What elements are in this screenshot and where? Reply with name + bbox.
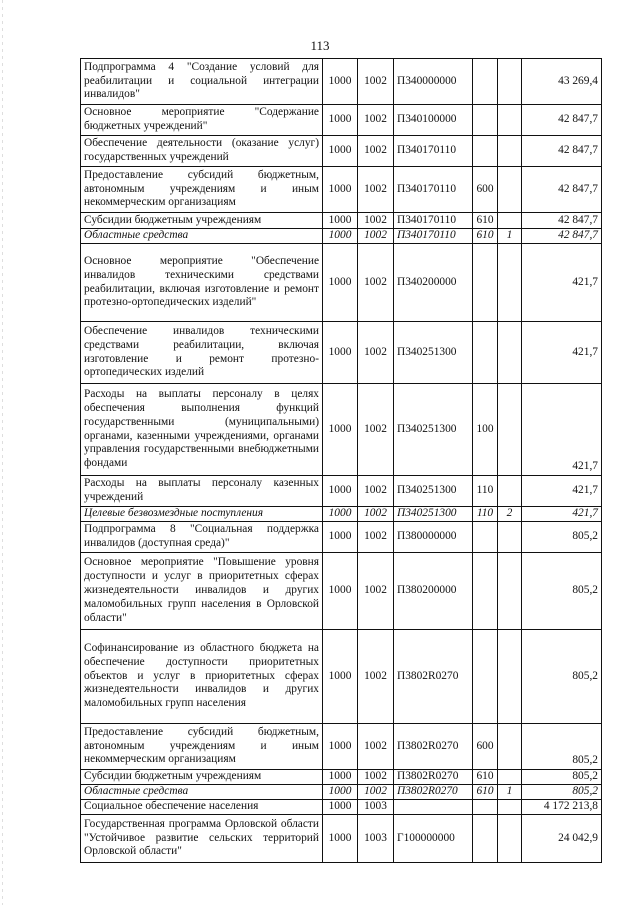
table-row xyxy=(81,815,602,863)
row-expense-type: 110 xyxy=(473,476,498,507)
row-expense-type xyxy=(473,630,498,724)
row-expense-type xyxy=(473,800,498,815)
row-subsection-code: 1002 xyxy=(358,476,394,507)
row-name: Предоставление субсидий бюджетным, автономным учреждениям и иным некоммерческим организациям xyxy=(81,167,323,213)
row-expense-type: 600 xyxy=(473,167,498,213)
row-target-article: П3802R0270 xyxy=(394,630,473,724)
table-row xyxy=(81,384,602,476)
row-name: Обеспечение деятельности (оказание услуг) государственных учреждений xyxy=(81,136,323,167)
row-subsection-code: 1002 xyxy=(358,630,394,724)
table-row xyxy=(81,136,602,167)
row-subsection-code: 1003 xyxy=(358,800,394,815)
row-name: Субсидии бюджетным учреждениям xyxy=(81,213,323,229)
row-section-code: 1000 xyxy=(323,105,358,136)
row-section-code: 1000 xyxy=(323,507,358,522)
table-row xyxy=(81,724,602,770)
row-section-code: 1000 xyxy=(323,213,358,229)
row-funding-source xyxy=(498,136,522,167)
row-subsection-code: 1002 xyxy=(358,553,394,630)
row-subsection-code: 1002 xyxy=(358,59,394,105)
row-name: Основное мероприятие "Содержание бюджетных учреждений" xyxy=(81,105,323,136)
row-name: Основное мероприятие "Обеспечение инвалидов техническими средствами реабилитации, включая изготовление и ремонт протезно-ортопедических изделий" xyxy=(81,244,323,322)
row-funding-source xyxy=(498,522,522,553)
table-row xyxy=(81,167,602,213)
row-section-code: 1000 xyxy=(323,785,358,800)
table-body xyxy=(81,59,602,863)
row-funding-source xyxy=(498,553,522,630)
row-target-article: П3802R0270 xyxy=(394,785,473,800)
row-subsection-code: 1002 xyxy=(358,522,394,553)
row-expense-type: 610 xyxy=(473,785,498,800)
table-row xyxy=(81,229,602,244)
row-funding-source: 1 xyxy=(498,229,522,244)
row-funding-source xyxy=(498,800,522,815)
row-target-article: П340170110 xyxy=(394,136,473,167)
row-subsection-code: 1002 xyxy=(358,785,394,800)
table-row xyxy=(81,59,602,105)
row-section-code: 1000 xyxy=(323,724,358,770)
row-expense-type xyxy=(473,105,498,136)
row-section-code: 1000 xyxy=(323,476,358,507)
row-name: Предоставление субсидий бюджетным, автономным учреждениям и иным некоммерческим организациям xyxy=(81,724,323,770)
row-expense-type: 100 xyxy=(473,384,498,476)
row-amount: 42 847,7 xyxy=(522,136,602,167)
table-row xyxy=(81,553,602,630)
row-funding-source xyxy=(498,167,522,213)
scan-edge-artifact xyxy=(2,0,3,905)
row-amount: 42 847,7 xyxy=(522,213,602,229)
row-amount: 805,2 xyxy=(522,770,602,785)
table-row xyxy=(81,322,602,384)
row-amount: 805,2 xyxy=(522,785,602,800)
row-target-article: П340251300 xyxy=(394,507,473,522)
row-expense-type: 610 xyxy=(473,229,498,244)
row-section-code: 1000 xyxy=(323,229,358,244)
row-name: Целевые безвозмездные поступления xyxy=(81,507,323,522)
row-expense-type xyxy=(473,553,498,630)
table-row xyxy=(81,800,602,815)
row-name: Государственная программа Орловской области "Устойчивое развитие сельских территорий Орловской области" xyxy=(81,815,323,863)
row-amount: 805,2 xyxy=(522,553,602,630)
row-target-article: П340170110 xyxy=(394,229,473,244)
row-target-article: Г100000000 xyxy=(394,815,473,863)
row-amount: 421,7 xyxy=(522,244,602,322)
row-funding-source xyxy=(498,815,522,863)
row-target-article: П340100000 xyxy=(394,105,473,136)
row-subsection-code: 1002 xyxy=(358,229,394,244)
row-section-code: 1000 xyxy=(323,815,358,863)
row-subsection-code: 1002 xyxy=(358,213,394,229)
row-subsection-code: 1002 xyxy=(358,507,394,522)
row-amount: 4 172 213,8 xyxy=(522,800,602,815)
row-expense-type xyxy=(473,815,498,863)
row-subsection-code: 1003 xyxy=(358,815,394,863)
row-name: Подпрограмма 4 "Создание условий для реабилитации и социальной интеграции инвалидов" xyxy=(81,59,323,105)
row-name: Расходы на выплаты персоналу в целях обеспечения выполнения функций государственными (муниципальными) органами, казенными учреждениями, органами управления государственными внебюджетными фондами xyxy=(81,384,323,476)
row-expense-type xyxy=(473,244,498,322)
row-section-code: 1000 xyxy=(323,770,358,785)
row-amount: 42 847,7 xyxy=(522,105,602,136)
table-row xyxy=(81,507,602,522)
row-section-code: 1000 xyxy=(323,553,358,630)
row-target-article: П340170110 xyxy=(394,167,473,213)
row-amount: 42 847,7 xyxy=(522,167,602,213)
row-target-article: П340200000 xyxy=(394,244,473,322)
row-amount: 805,2 xyxy=(522,724,602,770)
row-section-code: 1000 xyxy=(323,630,358,724)
row-expense-type xyxy=(473,322,498,384)
row-target-article: П340251300 xyxy=(394,476,473,507)
row-expense-type: 110 xyxy=(473,507,498,522)
table-row xyxy=(81,630,602,724)
row-amount: 421,7 xyxy=(522,322,602,384)
row-target-article: П380200000 xyxy=(394,553,473,630)
row-funding-source xyxy=(498,244,522,322)
row-amount: 43 269,4 xyxy=(522,59,602,105)
row-section-code: 1000 xyxy=(323,136,358,167)
row-expense-type xyxy=(473,59,498,105)
row-funding-source xyxy=(498,384,522,476)
row-expense-type: 610 xyxy=(473,213,498,229)
row-section-code: 1000 xyxy=(323,522,358,553)
row-name: Областные средства xyxy=(81,229,323,244)
page-number: 113 xyxy=(310,38,330,53)
row-expense-type: 610 xyxy=(473,770,498,785)
row-amount: 24 042,9 xyxy=(522,815,602,863)
row-target-article: П340170110 xyxy=(394,213,473,229)
row-subsection-code: 1002 xyxy=(358,322,394,384)
row-funding-source xyxy=(498,770,522,785)
row-target-article xyxy=(394,800,473,815)
row-name: Подпрограмма 8 "Социальная поддержка инвалидов (доступная среда)" xyxy=(81,522,323,553)
table-row xyxy=(81,213,602,229)
row-funding-source xyxy=(498,322,522,384)
table-row xyxy=(81,770,602,785)
row-subsection-code: 1002 xyxy=(358,384,394,476)
row-funding-source xyxy=(498,105,522,136)
row-section-code: 1000 xyxy=(323,800,358,815)
row-name: Субсидии бюджетным учреждениям xyxy=(81,770,323,785)
row-section-code: 1000 xyxy=(323,244,358,322)
table-row xyxy=(81,785,602,800)
row-funding-source xyxy=(498,59,522,105)
row-name: Социальное обеспечение населения xyxy=(81,800,323,815)
row-subsection-code: 1002 xyxy=(358,136,394,167)
row-funding-source: 1 xyxy=(498,785,522,800)
row-name: Софинансирование из областного бюджета на обеспечение доступности приоритетных объектов и услуг в приоритетных сферах жизнедеятельности инвалидов и других маломобильных групп населения xyxy=(81,630,323,724)
row-amount: 805,2 xyxy=(522,630,602,724)
row-section-code: 1000 xyxy=(323,167,358,213)
row-amount: 421,7 xyxy=(522,476,602,507)
row-expense-type xyxy=(473,522,498,553)
row-section-code: 1000 xyxy=(323,322,358,384)
row-target-article: П340251300 xyxy=(394,322,473,384)
row-target-article: П3802R0270 xyxy=(394,724,473,770)
row-section-code: 1000 xyxy=(323,384,358,476)
row-amount: 421,7 xyxy=(522,384,602,476)
row-amount: 42 847,7 xyxy=(522,229,602,244)
table-row xyxy=(81,105,602,136)
table-row xyxy=(81,522,602,553)
row-expense-type: 600 xyxy=(473,724,498,770)
row-target-article: П3802R0270 xyxy=(394,770,473,785)
row-target-article: П380000000 xyxy=(394,522,473,553)
row-funding-source xyxy=(498,630,522,724)
row-subsection-code: 1002 xyxy=(358,167,394,213)
row-funding-source xyxy=(498,213,522,229)
row-name: Основное мероприятие "Повышение уровня доступности и услуг в приоритетных сферах жизнедеятельности инвалидов и других маломобильных групп населения в Орловской области" xyxy=(81,553,323,630)
row-target-article: П340000000 xyxy=(394,59,473,105)
row-name: Обеспечение инвалидов техническими средствами реабилитации, включая изготовление и ремонт протезно-ортопедических изделий xyxy=(81,322,323,384)
row-subsection-code: 1002 xyxy=(358,105,394,136)
row-name: Областные средства xyxy=(81,785,323,800)
row-target-article: П340251300 xyxy=(394,384,473,476)
row-expense-type xyxy=(473,136,498,167)
row-subsection-code: 1002 xyxy=(358,770,394,785)
row-funding-source xyxy=(498,476,522,507)
table-row xyxy=(81,476,602,507)
table-row xyxy=(81,244,602,322)
row-subsection-code: 1002 xyxy=(358,244,394,322)
row-amount: 805,2 xyxy=(522,522,602,553)
row-name: Расходы на выплаты персоналу казенных учреждений xyxy=(81,476,323,507)
budget-table xyxy=(80,58,602,863)
row-subsection-code: 1002 xyxy=(358,724,394,770)
row-funding-source xyxy=(498,724,522,770)
row-section-code: 1000 xyxy=(323,59,358,105)
row-amount: 421,7 xyxy=(522,507,602,522)
row-funding-source: 2 xyxy=(498,507,522,522)
